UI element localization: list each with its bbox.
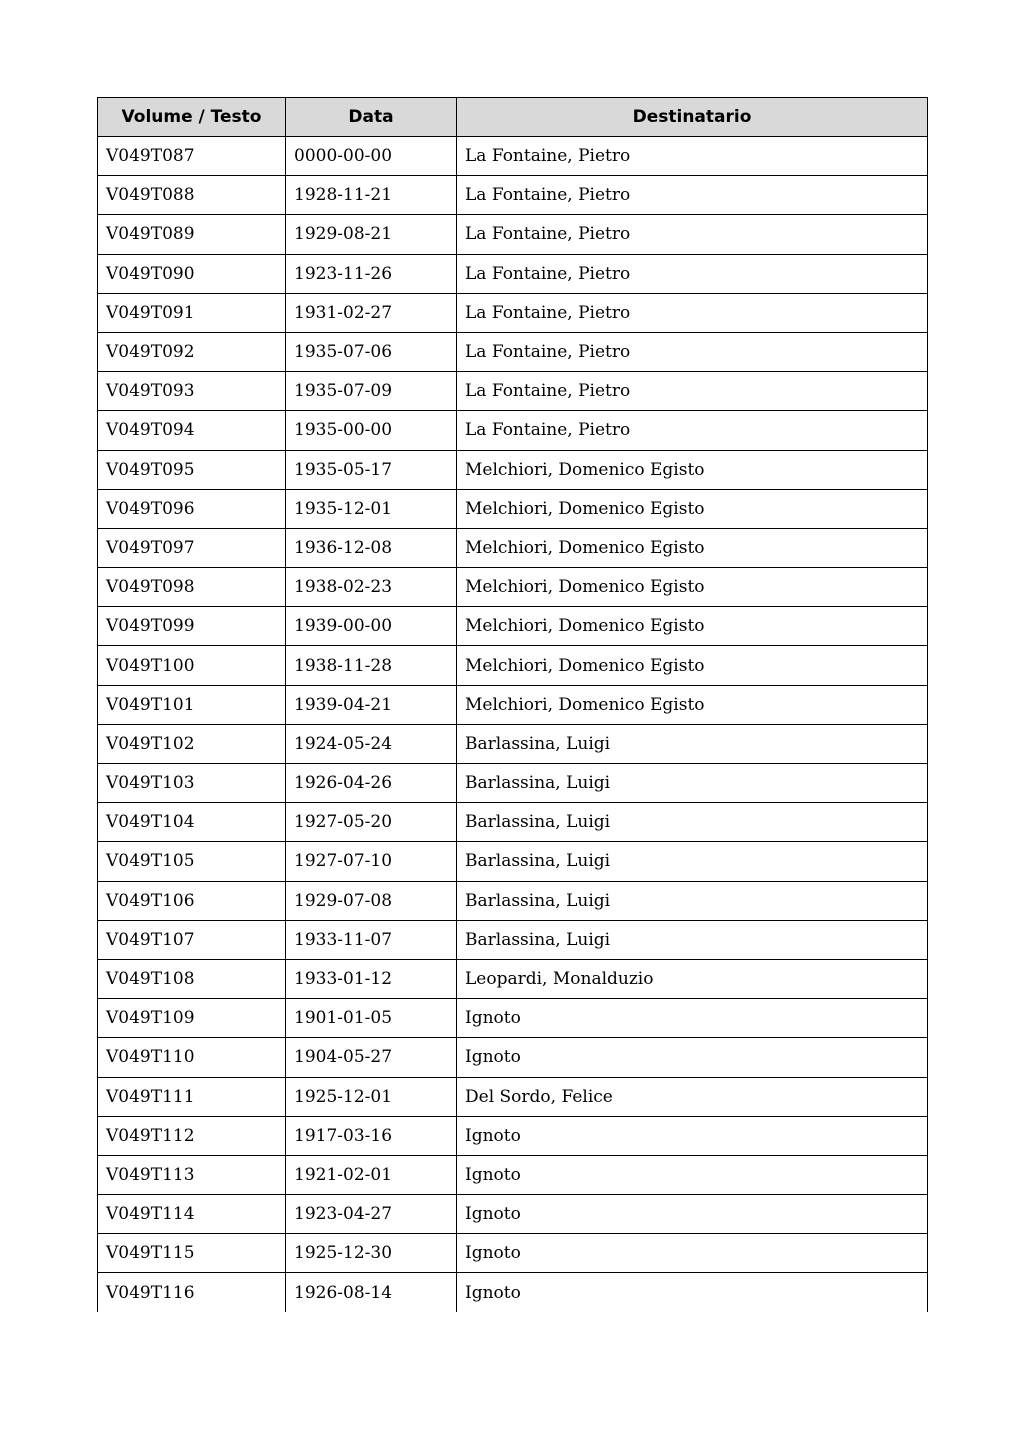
cell-destinatario: Ignoto [457, 1116, 928, 1155]
cell-destinatario: Melchiori, Domenico Egisto [457, 450, 928, 489]
cell-volume-testo: V049T110 [98, 1038, 286, 1077]
cell-volume-testo: V049T100 [98, 646, 286, 685]
cell-destinatario: Ignoto [457, 1195, 928, 1234]
table-row [98, 999, 928, 1038]
cell-volume-testo: V049T097 [98, 528, 286, 567]
table-row [98, 1234, 928, 1273]
table-row [98, 411, 928, 450]
table-row [98, 215, 928, 254]
table-row [98, 332, 928, 371]
cell-destinatario: La Fontaine, Pietro [457, 332, 928, 371]
cell-destinatario: Barlassina, Luigi [457, 842, 928, 881]
cell-data: 1927-07-10 [286, 842, 457, 881]
table-row [98, 1195, 928, 1234]
cell-destinatario: Barlassina, Luigi [457, 881, 928, 920]
cell-volume-testo: V049T109 [98, 999, 286, 1038]
cell-data: 1901-01-05 [286, 999, 457, 1038]
cell-volume-testo: V049T113 [98, 1155, 286, 1194]
cell-data: 1923-04-27 [286, 1195, 457, 1234]
cell-destinatario: La Fontaine, Pietro [457, 176, 928, 215]
letters-table-container [97, 97, 927, 1312]
cell-volume-testo: V049T090 [98, 254, 286, 293]
header-volume-testo: Volume / Testo [98, 98, 286, 137]
cell-data: 1935-07-09 [286, 372, 457, 411]
cell-volume-testo: V049T095 [98, 450, 286, 489]
cell-data: 1935-00-00 [286, 411, 457, 450]
cell-volume-testo: V049T089 [98, 215, 286, 254]
cell-data: 1925-12-01 [286, 1077, 457, 1116]
cell-destinatario: Barlassina, Luigi [457, 764, 928, 803]
cell-volume-testo: V049T094 [98, 411, 286, 450]
header-data: Data [286, 98, 457, 137]
table-row [98, 1038, 928, 1077]
cell-volume-testo: V049T092 [98, 332, 286, 371]
cell-data: 1904-05-27 [286, 1038, 457, 1077]
cell-volume-testo: V049T105 [98, 842, 286, 881]
cell-volume-testo: V049T102 [98, 724, 286, 763]
cell-data: 1926-08-14 [286, 1273, 457, 1312]
cell-volume-testo: V049T093 [98, 372, 286, 411]
cell-destinatario: Melchiori, Domenico Egisto [457, 607, 928, 646]
cell-destinatario: Melchiori, Domenico Egisto [457, 489, 928, 528]
cell-volume-testo: V049T107 [98, 920, 286, 959]
cell-destinatario: Melchiori, Domenico Egisto [457, 646, 928, 685]
cell-data: 1933-11-07 [286, 920, 457, 959]
table-header-row [98, 98, 928, 137]
table-row [98, 450, 928, 489]
table-row [98, 764, 928, 803]
cell-destinatario: Ignoto [457, 1273, 928, 1312]
cell-destinatario: Melchiori, Domenico Egisto [457, 568, 928, 607]
cell-data: 1936-12-08 [286, 528, 457, 567]
cell-volume-testo: V049T104 [98, 803, 286, 842]
cell-data: 1923-11-26 [286, 254, 457, 293]
table-row [98, 803, 928, 842]
cell-destinatario: Barlassina, Luigi [457, 724, 928, 763]
table-row [98, 1116, 928, 1155]
letters-table [97, 97, 928, 1312]
cell-destinatario: Leopardi, Monalduzio [457, 959, 928, 998]
cell-destinatario: Melchiori, Domenico Egisto [457, 528, 928, 567]
cell-volume-testo: V049T098 [98, 568, 286, 607]
cell-destinatario: Ignoto [457, 1038, 928, 1077]
table-row [98, 724, 928, 763]
cell-data: 1933-01-12 [286, 959, 457, 998]
table-row [98, 137, 928, 176]
cell-data: 1929-08-21 [286, 215, 457, 254]
cell-destinatario: Melchiori, Domenico Egisto [457, 685, 928, 724]
cell-data: 1935-07-06 [286, 332, 457, 371]
table-row [98, 1155, 928, 1194]
table-row [98, 176, 928, 215]
cell-data: 1939-00-00 [286, 607, 457, 646]
table-row [98, 568, 928, 607]
table-row [98, 1273, 928, 1312]
cell-data: 1927-05-20 [286, 803, 457, 842]
cell-data: 1931-02-27 [286, 293, 457, 332]
cell-data: 1935-12-01 [286, 489, 457, 528]
cell-data: 1929-07-08 [286, 881, 457, 920]
cell-volume-testo: V049T114 [98, 1195, 286, 1234]
table-row [98, 842, 928, 881]
header-destinatario: Destinatario [457, 98, 928, 137]
cell-volume-testo: V049T103 [98, 764, 286, 803]
cell-data: 1926-04-26 [286, 764, 457, 803]
cell-data: 1917-03-16 [286, 1116, 457, 1155]
cell-volume-testo: V049T116 [98, 1273, 286, 1312]
cell-data: 1928-11-21 [286, 176, 457, 215]
cell-volume-testo: V049T101 [98, 685, 286, 724]
cell-volume-testo: V049T108 [98, 959, 286, 998]
cell-destinatario: Del Sordo, Felice [457, 1077, 928, 1116]
cell-destinatario: La Fontaine, Pietro [457, 411, 928, 450]
cell-volume-testo: V049T099 [98, 607, 286, 646]
cell-destinatario: La Fontaine, Pietro [457, 215, 928, 254]
cell-volume-testo: V049T112 [98, 1116, 286, 1155]
cell-data: 1938-02-23 [286, 568, 457, 607]
table-row [98, 293, 928, 332]
table-row [98, 920, 928, 959]
cell-destinatario: La Fontaine, Pietro [457, 254, 928, 293]
cell-volume-testo: V049T096 [98, 489, 286, 528]
table-row [98, 528, 928, 567]
cell-destinatario: Ignoto [457, 1234, 928, 1273]
cell-destinatario: La Fontaine, Pietro [457, 293, 928, 332]
cell-volume-testo: V049T115 [98, 1234, 286, 1273]
cell-volume-testo: V049T091 [98, 293, 286, 332]
table-row [98, 607, 928, 646]
cell-destinatario: Barlassina, Luigi [457, 803, 928, 842]
cell-destinatario: La Fontaine, Pietro [457, 372, 928, 411]
table-body [98, 137, 928, 1313]
table-row [98, 1077, 928, 1116]
cell-data: 1939-04-21 [286, 685, 457, 724]
cell-volume-testo: V049T088 [98, 176, 286, 215]
table-row [98, 881, 928, 920]
cell-data: 1938-11-28 [286, 646, 457, 685]
cell-data: 1924-05-24 [286, 724, 457, 763]
cell-destinatario: La Fontaine, Pietro [457, 137, 928, 176]
table-row [98, 254, 928, 293]
table-row [98, 372, 928, 411]
table-row [98, 959, 928, 998]
cell-volume-testo: V049T111 [98, 1077, 286, 1116]
cell-volume-testo: V049T106 [98, 881, 286, 920]
table-row [98, 646, 928, 685]
cell-destinatario: Ignoto [457, 1155, 928, 1194]
cell-data: 1921-02-01 [286, 1155, 457, 1194]
cell-destinatario: Barlassina, Luigi [457, 920, 928, 959]
cell-volume-testo: V049T087 [98, 137, 286, 176]
table-row [98, 685, 928, 724]
cell-data: 1925-12-30 [286, 1234, 457, 1273]
cell-destinatario: Ignoto [457, 999, 928, 1038]
cell-data: 1935-05-17 [286, 450, 457, 489]
table-row [98, 489, 928, 528]
cell-data: 0000-00-00 [286, 137, 457, 176]
